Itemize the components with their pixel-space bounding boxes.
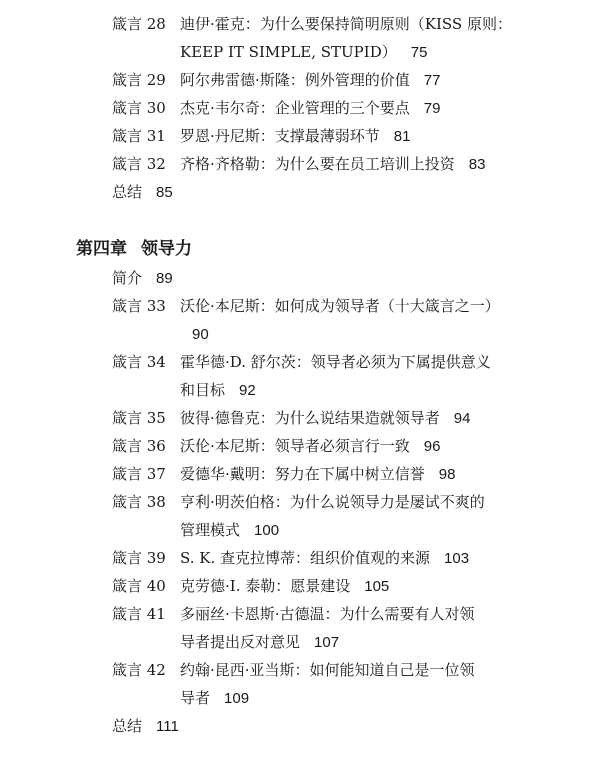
entry-title: 迪伊·霍克：为什么要保持简明原则（KISS 原则： bbox=[180, 15, 512, 33]
page-number: 107 bbox=[314, 634, 340, 651]
entry-title: 杰克·韦尔奇：企业管理的三个要点 79 bbox=[180, 99, 441, 117]
page-number: 79 bbox=[423, 100, 441, 117]
entry-title-continued: 导者 109 bbox=[180, 689, 250, 707]
page-number: 103 bbox=[444, 550, 470, 567]
page-number: 94 bbox=[453, 410, 471, 427]
entry-title: 亨利·明茨伯格：为什么说领导力是屡试不爽的 bbox=[180, 493, 485, 511]
entry-title: 约翰·昆西·亚当斯：如何能知道自己是一位领 bbox=[180, 661, 475, 679]
entry-title: 齐格·齐格勒：为什么要在员工培训上投资 83 bbox=[180, 155, 486, 173]
entry-title: S. K. 查克拉博蒂：组织价值观的来源 103 bbox=[180, 549, 470, 567]
entry-title-continued: 管理模式 100 bbox=[180, 521, 280, 539]
entry-title-continued: 导者提出反对意见 107 bbox=[180, 633, 340, 651]
page-number: 90 bbox=[192, 326, 209, 343]
page-number: 83 bbox=[468, 156, 486, 173]
entry-label: 箴言 34 bbox=[112, 353, 166, 371]
entry-label: 箴言 28 bbox=[112, 15, 166, 33]
page-number: 105 bbox=[364, 578, 390, 595]
entry-title: 多丽丝·卡恩斯·古德温：为什么需要有人对领 bbox=[180, 605, 475, 623]
entry-label: 箴言 42 bbox=[112, 661, 166, 679]
entry-label: 箴言 33 bbox=[112, 297, 166, 315]
entry-label: 箴言 38 bbox=[112, 493, 166, 511]
entry-title: 阿尔弗雷德·斯隆：例外管理的价值 77 bbox=[180, 71, 441, 89]
chapter-title: 领导力 bbox=[141, 239, 192, 259]
toc-summary[interactable] bbox=[112, 178, 173, 207]
summary-label: 总结 bbox=[112, 717, 143, 735]
page-number: 111 bbox=[156, 718, 179, 735]
page-number: 92 bbox=[239, 382, 256, 399]
page-number: 109 bbox=[224, 690, 250, 707]
entry-title: 霍华德·D. 舒尔茨：领导者必须为下属提供意义 bbox=[180, 353, 491, 371]
summary-label: 总结 bbox=[112, 183, 143, 201]
chapter-number: 第四章 bbox=[76, 239, 127, 259]
entry-title: 彼得·德鲁克：为什么说结果造就领导者 94 bbox=[180, 409, 471, 427]
entry-label: 箴言 32 bbox=[112, 155, 166, 173]
entry-title-continued: 和目标 92 bbox=[180, 381, 256, 399]
entry-label: 箴言 30 bbox=[112, 99, 166, 117]
entry-label: 箴言 39 bbox=[112, 549, 166, 567]
page-number: 98 bbox=[438, 466, 456, 483]
entry-title: 沃伦·本尼斯：如何成为领导者（十大箴言之一） bbox=[180, 297, 500, 315]
page-number: 89 bbox=[156, 270, 173, 287]
entry-title-continued bbox=[180, 320, 209, 349]
entry-label: 箴言 31 bbox=[112, 127, 166, 145]
intro-label: 简介 bbox=[112, 269, 143, 287]
page-number: 81 bbox=[393, 128, 411, 145]
entry-label: 箴言 40 bbox=[112, 577, 166, 595]
page-number: 77 bbox=[423, 72, 441, 89]
page-number: 75 bbox=[410, 44, 428, 61]
page-number: 100 bbox=[254, 522, 280, 539]
entry-label: 箴言 29 bbox=[112, 71, 166, 89]
entry-label: 箴言 35 bbox=[112, 409, 166, 427]
entry-title: 克劳德·I. 泰勒：愿景建设 105 bbox=[180, 577, 390, 595]
entry-label: 箴言 41 bbox=[112, 605, 166, 623]
entry-title: 罗恩·丹尼斯：支撑最薄弱环节 81 bbox=[180, 127, 411, 145]
chapter-heading[interactable] bbox=[76, 235, 192, 263]
page-number: 85 bbox=[156, 184, 173, 201]
toc-summary[interactable] bbox=[112, 712, 179, 741]
entry-label: 箴言 37 bbox=[112, 465, 166, 483]
entry-title-continued: KEEP IT SIMPLE, STUPID） 75 bbox=[180, 43, 428, 61]
entry-title: 沃伦·本尼斯：领导者必须言行一致 96 bbox=[180, 437, 441, 455]
toc-intro[interactable] bbox=[112, 264, 173, 293]
entry-label: 箴言 36 bbox=[112, 437, 166, 455]
entry-title: 爱德华·戴明：努力在下属中树立信誉 98 bbox=[180, 465, 456, 483]
page-number: 96 bbox=[423, 438, 441, 455]
